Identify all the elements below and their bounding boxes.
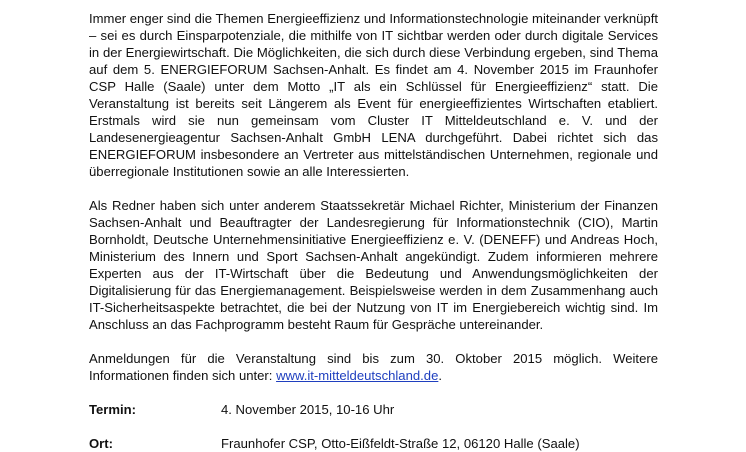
speakers-paragraph: Als Redner haben sich unter anderem Staatssekretär Michael Richter, Ministerium der Finanzen Sachsen-Anhalt und Beauftragter der Landesregierung für Informationstechnik (CIO), Martin Bornholdt, Deutsche Unternehmensinitiative Energieeffizienz e. V. (DENEFF) und Andreas Hoch, Ministerium des Innern und Sport Sachsen-Anhalt angekündigt. Zudem informieren mehrere Experten aus der IT-Wirtschaft über die Bedeutung und Anwendungsmöglichkeiten der Digitalisierung für das Energiemanagement. Beispielsweise werden in dem Zusammenhang auch IT-Sicherheitsaspekte betrachtet, die bei der Nutzung von IT im Energiebereich wichtig sind. Im Anschluss an das Fachprogramm besteht Raum für Gespräche untereinander. [89,198,658,332]
registration-trailing: . [438,368,442,383]
date-label: Termin: [89,402,137,417]
location-row [89,435,658,452]
press-release-body [89,10,658,452]
registration-paragraph [89,350,658,384]
registration-text: Anmeldungen für die Veranstaltung sind bis zum 30. Oktober 2015 möglich. Weitere Informationen finden sich unter: [89,351,658,383]
website-link[interactable]: www.it-mitteldeutschland.de [276,368,439,383]
location-value: Fraunhofer CSP, Otto-Eißfeldt-Straße 12, 06120 Halle (Saale) [221,436,580,451]
intro-paragraph: Immer enger sind die Themen Energieeffizienz und Informationstechnologie miteinander verknüpft – sei es durch Einsparpotenziale, die mithilfe von IT sichtbar werden oder durch digitale Services in der Energiewirtschaft. Die Möglichkeiten, die sich durch diese Verbindung ergeben, sind Thema auf dem 5. ENERGIEFORUM Sachsen-Anhalt. Es findet am 4. November 2015 im Fraunhofer CSP Halle (Saale) unter dem Motto „IT als ein Schlüssel für Energieeffizienz“ statt. Die Veranstaltung ist bereits seit Längerem als Event für energieeffizientes Wirtschaften etabliert. Erstmals wird sie nun gemeinsam vom Cluster IT Mitteldeutschland e. V. und der Landesenergieagentur Sachsen-Anhalt GmbH LENA durchgeführt. Dabei richtet sich das ENERGIEFORUM insbesondere an Vertreter aus mittelständischen Unternehmen, regionale und überregionale Institutionen sowie an alle Interessierten. [89,11,658,179]
event-details [89,401,658,452]
location-label: Ort: [89,436,114,451]
date-row [89,401,658,418]
date-value: 4. November 2015, 10-16 Uhr [221,402,395,417]
